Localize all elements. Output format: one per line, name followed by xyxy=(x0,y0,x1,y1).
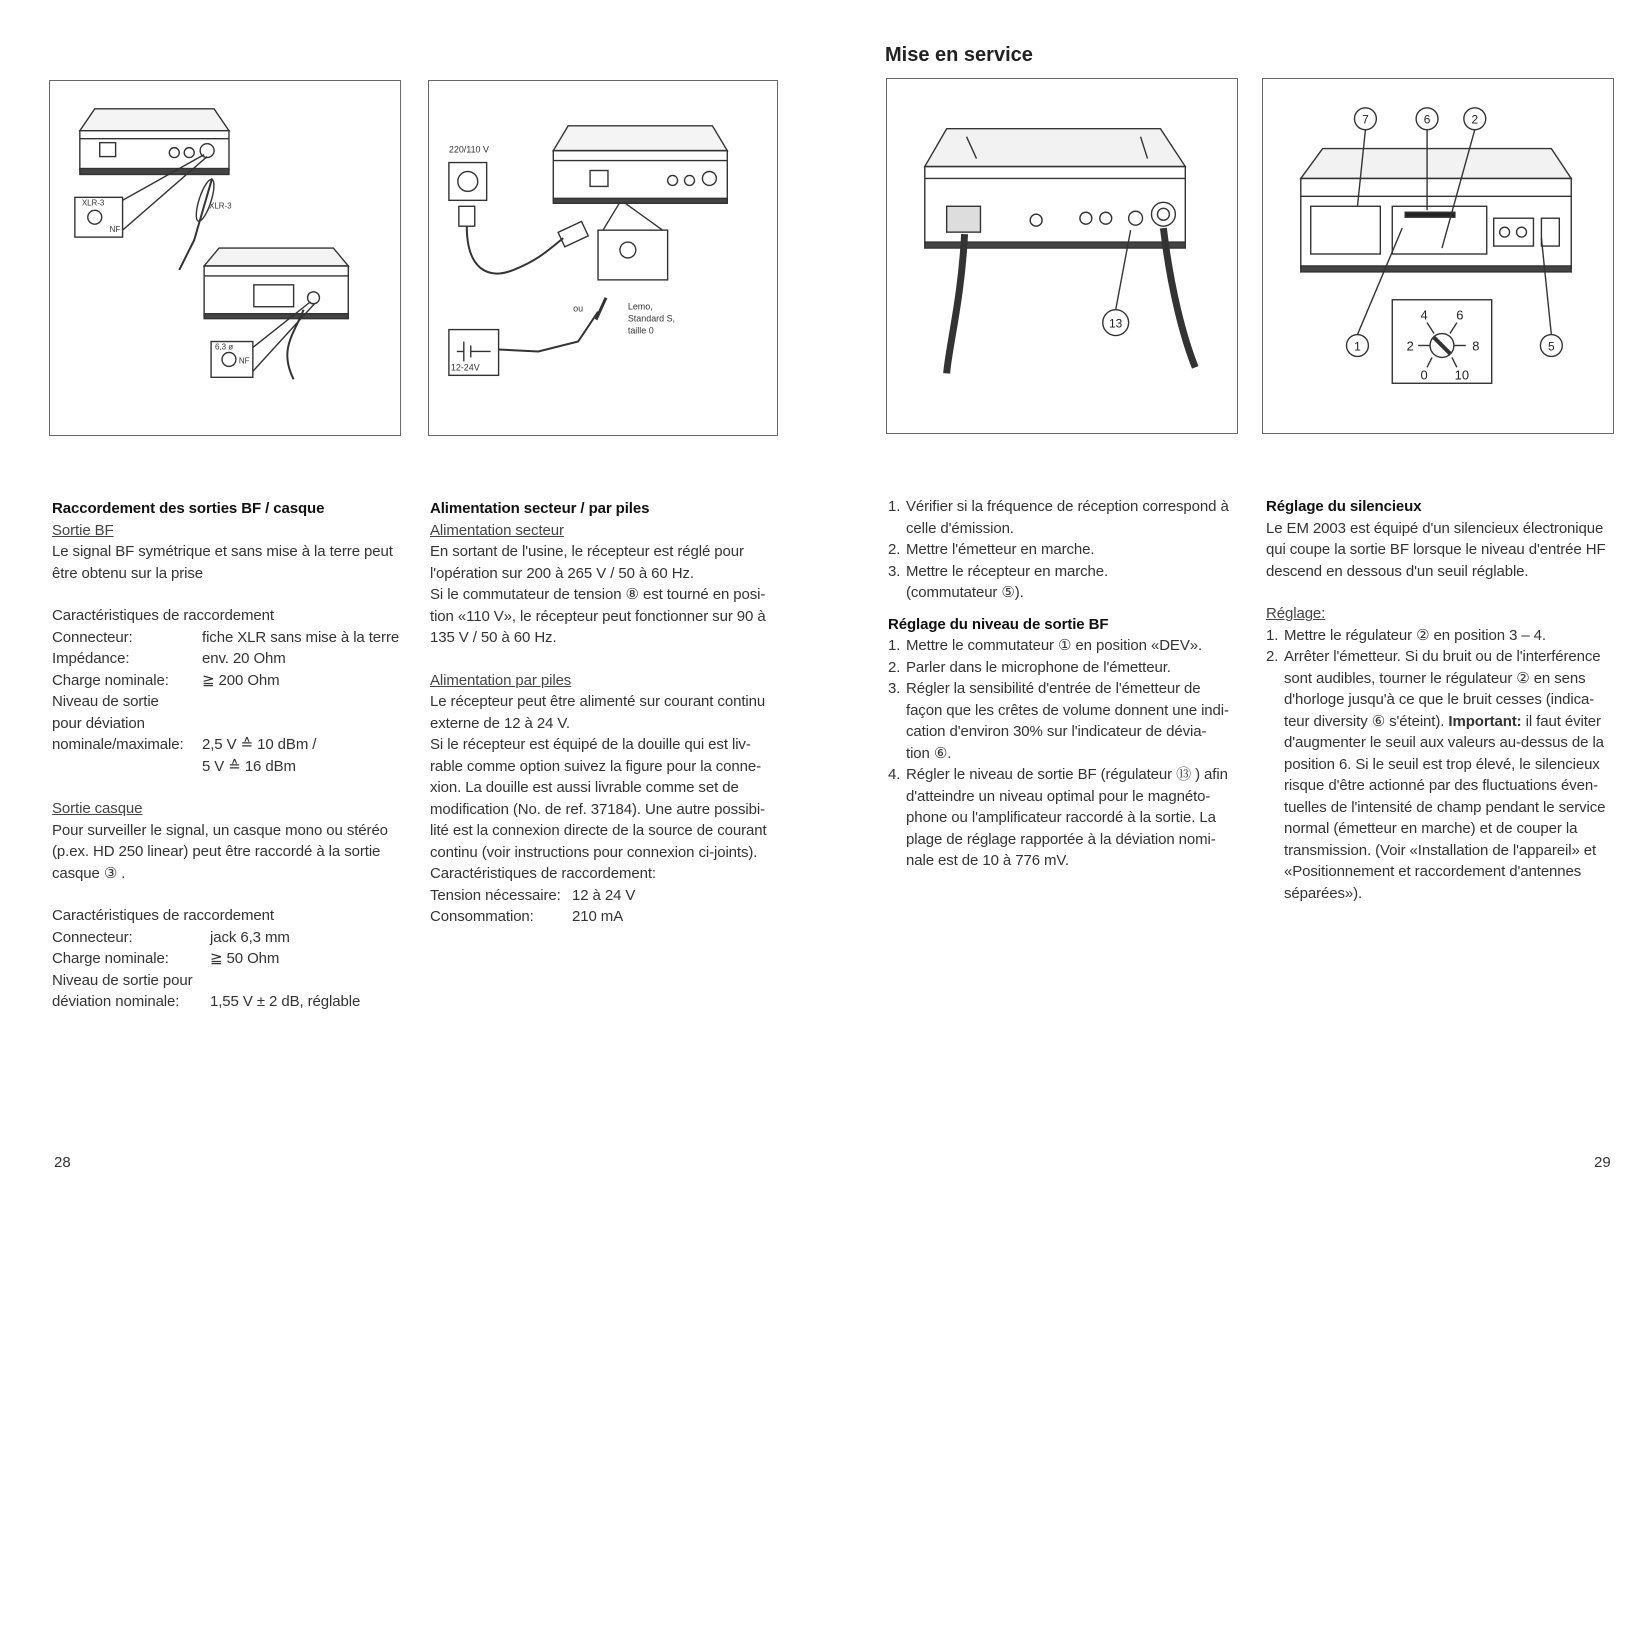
spec-row: Consommation: 210 mA xyxy=(430,908,624,925)
paragraph-line: Le récepteur peut être alimenté sur courant continu xyxy=(430,693,766,710)
dial-label-6: 6 xyxy=(1456,307,1464,323)
callout-6: 6 xyxy=(1423,112,1431,127)
subheading-piles: Alimentation par piles xyxy=(430,671,572,689)
list-item: 2. Arrêter l'émetteur. Si du bruit ou de l'interférence sont audibles, tourner le régulateur ② en sens d'horloge jusqu'à ce que le bruit cesses (indica- teur diversity ⑥ s'éteint). Important: il faut éviter d'augmenter le seuil aux valeurs au-dessus de la position 6. Si le seuil est trop élevé, le silencieux risque d'être actionné par des fluctuations éven- tuelles de l'intensité de champ pendant le service normal (émetteur en marche) et de couper la transmission. (Voir «Installation de l'appareil» et «Positionnement et raccordement d'antennes séparées»). xyxy=(1266,648,1606,902)
list-item: 2. Parler dans le microphone de l'émetteur. xyxy=(888,658,1171,676)
list-item: 3. Régler la sensibilité d'entrée de l'émetteur de façon que les crêtes de volume donnent une indi- cation d'environ 30% sur l'indicateur de dévia- tion ⑥. xyxy=(888,680,1229,762)
dial-label-10: 10 xyxy=(1454,367,1470,383)
callout-2: 2 xyxy=(1471,112,1479,127)
jack-nf-label: NF xyxy=(238,356,250,366)
bf-level-steps xyxy=(888,635,1240,872)
battery-label: 12-24V xyxy=(450,362,480,373)
page-number-left: 28 xyxy=(54,1154,71,1171)
paragraph-line: rable comme option suivez la figure pour la conne- xyxy=(430,757,762,775)
or-label: ou xyxy=(573,303,584,314)
specs-title: Caractéristiques de raccordement xyxy=(52,607,274,624)
spec-row: déviation nominale: 1,55 V ± 2 dB, réglable xyxy=(52,993,361,1010)
callout-5: 5 xyxy=(1548,339,1555,354)
list-item: 2. Mettre l'émetteur en marche. xyxy=(888,541,1095,558)
spec-row: Charge nominale: ≧ 200 Ohm xyxy=(52,671,280,689)
spec-row: Charge nominale: ≧ 50 Ohm xyxy=(52,950,280,967)
section-title: Mise en service xyxy=(885,44,1033,66)
paragraph-line: Le EM 2003 est équipé d'un silencieux électronique xyxy=(1266,519,1604,537)
paragraph-line: lité est la connexion directe de la source de courant xyxy=(430,822,767,839)
spec-value: 5 V ≙ 16 dBm xyxy=(202,757,296,775)
receiver-bf-output-illustration xyxy=(50,81,400,435)
paragraph-line: externe de 12 à 24 V. xyxy=(430,714,570,732)
paragraph-line: xion. La douille est aussi livrable comme set de xyxy=(430,779,739,796)
paragraph-line: Si le commutateur de tension ⑧ est tourné en posi- xyxy=(430,586,766,603)
lemo-line3: taille 0 xyxy=(627,325,654,336)
jack-label: 6,3 ø xyxy=(215,342,234,352)
receiver-rear-illustration xyxy=(887,79,1237,433)
dial-label-0: 0 xyxy=(1420,367,1428,383)
list-item: 1. Vérifier si la fréquence de réception correspond à celle d'émission. xyxy=(888,498,1229,537)
receiver-front-illustration xyxy=(1263,79,1613,433)
spec-label: Niveau de sortie pour xyxy=(52,971,193,989)
spec-row: Connecteur: jack 6,3 mm xyxy=(52,928,290,946)
page-number-right: 29 xyxy=(1594,1154,1611,1171)
paragraph-line: être obtenu sur la prise xyxy=(52,564,204,582)
callout-1: 1 xyxy=(1354,339,1361,354)
paragraph-line: En sortant de l'usine, le récepteur est réglé pour xyxy=(430,543,744,560)
callout-7: 7 xyxy=(1362,112,1369,127)
mains-label: 220/110 V xyxy=(448,144,489,155)
list-item: 4. Régler le niveau de sortie BF (régulateur ⑬ ) afin d'atteindre un niveau optimal pour le magnéto- phone ou l'amplificateur raccordé à la sortie. La plage de réglage rapportée à la déviation nomi- nale est de 10 à 776 mV. xyxy=(888,766,1228,869)
squelch-steps xyxy=(1266,625,1618,905)
receiver-power-illustration xyxy=(429,81,777,435)
paragraph-line: continu (voir instructions pour connexion ci-joints). xyxy=(430,843,758,861)
startup-steps xyxy=(888,496,1240,604)
column-mise-en-service xyxy=(888,496,1240,872)
subheading-reglage: Réglage: xyxy=(1266,605,1326,622)
dial-label-8: 8 xyxy=(1472,338,1480,354)
list-item: 1. Mettre le régulateur ② en position 3 – 4. xyxy=(1266,626,1546,644)
list-item: 1. Mettre le commutateur ① en position «DEV». xyxy=(888,637,1203,654)
paragraph-line: Si le récepteur est équipé de la douille qui est liv- xyxy=(430,736,751,753)
figure-power-supply xyxy=(428,80,778,436)
heading-bf-level: Réglage du niveau de sortie BF xyxy=(888,615,1109,633)
paragraph-line: modification (No. de ref. 37184). Une autre possibi- xyxy=(430,800,765,818)
figure-bf-outputs xyxy=(49,80,401,436)
paragraph-line: tion «110 V», le récepteur peut fonctionner sur 90 à xyxy=(430,607,766,625)
paragraph-line: Caractéristiques de raccordement: xyxy=(430,865,656,882)
column-squelch xyxy=(1266,496,1618,904)
figure-bf-level xyxy=(886,78,1238,434)
subheading-sortie-bf: Sortie BF xyxy=(52,521,114,539)
spec-row: Connecteur: fiche XLR sans mise à la terre xyxy=(52,628,400,646)
callout-13: 13 xyxy=(1109,316,1123,331)
specs-title: Caractéristiques de raccordement xyxy=(52,907,274,924)
spec-row: nominale/maximale: 2,5 V ≙ 10 dBm / xyxy=(52,736,317,753)
spec-label: Niveau de sortie xyxy=(52,693,159,710)
figure-squelch xyxy=(1262,78,1614,434)
dial-label-2: 2 xyxy=(1406,338,1414,354)
xlr-box-label: XLR-3 xyxy=(81,198,105,208)
paragraph-line: Le signal BF symétrique et sans mise à la terre peut xyxy=(52,543,393,560)
paragraph-line: (p.ex. HD 250 linear) peut être raccordé à la sortie xyxy=(52,843,381,860)
column-power-supply xyxy=(430,498,782,928)
dial-label-4: 4 xyxy=(1420,307,1428,323)
spec-row: Tension nécessaire: 12 à 24 V xyxy=(430,886,636,904)
paragraph-line: qui coupe la sortie BF lorsque le niveau d'entrée HF xyxy=(1266,541,1606,558)
spec-label: pour déviation xyxy=(52,714,145,732)
heading-power-supply: Alimentation secteur / par piles xyxy=(430,500,650,517)
important-label: Important: xyxy=(1448,712,1522,730)
subheading-secteur: Alimentation secteur xyxy=(430,521,564,539)
lemo-line2: Standard S, xyxy=(627,313,676,324)
heading-squelch: Réglage du silencieux xyxy=(1266,498,1422,515)
paragraph-line: casque ③ . xyxy=(52,864,126,882)
subheading-sortie-casque: Sortie casque xyxy=(52,800,143,817)
column-bf-outputs xyxy=(52,498,404,1013)
spec-row: Impédance: env. 20 Ohm xyxy=(52,650,286,667)
lemo-line1: Lemo, xyxy=(627,301,653,312)
paragraph-line: 135 V / 50 à 60 Hz. xyxy=(430,629,557,646)
paragraph-line: Pour surveiller le signal, un casque mono ou stéréo xyxy=(52,821,388,839)
list-item: 3. Mettre le récepteur en marche. (commutateur ⑤). xyxy=(888,562,1109,601)
nf-label: NF xyxy=(109,225,121,235)
paragraph-line: descend en dessous d'un seuil réglable. xyxy=(1266,562,1529,580)
heading-bf-outputs: Raccordement des sorties BF / casque xyxy=(52,500,325,517)
xlr-cable-label: XLR-3 xyxy=(209,201,232,211)
paragraph-line: l'opération sur 200 à 265 V / 50 à 60 Hz. xyxy=(430,564,694,582)
